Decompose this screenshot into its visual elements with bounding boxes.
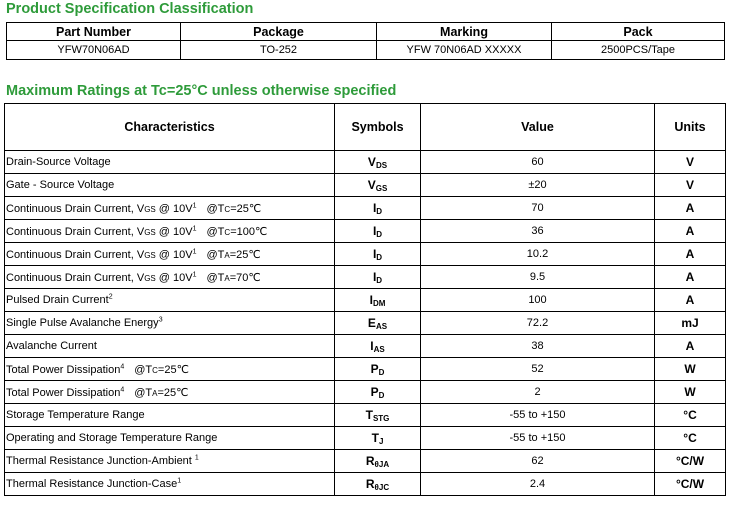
characteristic-part: @ 10V <box>155 202 193 215</box>
value-cell: 38 <box>421 335 655 358</box>
unit-cell: A <box>655 266 726 289</box>
characteristic-part: Storage Temperature Range <box>6 409 145 421</box>
symbol-main: R <box>365 477 375 491</box>
table-row <box>5 335 726 358</box>
header-part-number: Part Number <box>7 23 181 41</box>
table-row <box>5 220 726 243</box>
symbol-main: V <box>367 155 376 169</box>
condition <box>207 272 261 284</box>
symbol-main: E <box>367 316 376 330</box>
characteristic-part: C <box>224 227 231 237</box>
value-cell: ±20 <box>421 174 655 197</box>
characteristic-part: 3 <box>158 316 163 324</box>
symbol-subscript: θJC <box>374 483 390 492</box>
ratings-body <box>5 151 726 496</box>
characteristic-part: @T <box>206 202 225 215</box>
characteristic-cell <box>5 289 335 312</box>
condition <box>207 226 268 238</box>
table-row <box>5 289 726 312</box>
characteristic-part: A <box>224 273 230 283</box>
package-value: TO-252 <box>181 41 377 60</box>
symbol-cell <box>335 358 421 381</box>
table-row <box>5 358 726 381</box>
table-row <box>5 151 726 174</box>
value-cell: 60 <box>421 151 655 174</box>
condition <box>207 249 261 261</box>
characteristic-part: =100℃ <box>230 225 268 238</box>
unit-cell: A <box>655 243 726 266</box>
symbol-subscript: STG <box>372 414 390 423</box>
table-row <box>5 312 726 335</box>
symbol-cell <box>335 151 421 174</box>
characteristic-part: Continuous Drain Current, V <box>6 202 145 215</box>
characteristic-part: 2 <box>108 293 113 301</box>
unit-cell: W <box>655 381 726 404</box>
table-row <box>5 266 726 289</box>
characteristic-part: Continuous Drain Current, V <box>6 248 145 261</box>
characteristic-cell <box>5 312 335 335</box>
characteristic-part: 1 <box>177 477 182 485</box>
characteristic-part: 4 <box>120 385 125 393</box>
symbol-subscript: DM <box>372 299 386 308</box>
characteristic-cell <box>5 381 335 404</box>
characteristic-part: Continuous Drain Current, V <box>6 225 145 238</box>
symbol-main: V <box>367 178 376 192</box>
symbol-subscript: D <box>376 253 383 262</box>
symbol-cell <box>335 450 421 473</box>
characteristic-part: GS <box>144 204 156 214</box>
characteristic-cell <box>5 197 335 220</box>
characteristic-part: =25℃ <box>230 202 262 215</box>
characteristic-cell <box>5 404 335 427</box>
symbol-subscript: AS <box>375 322 388 331</box>
unit-cell: A <box>655 335 726 358</box>
header-pack: Pack <box>552 23 725 41</box>
value-cell: -55 to +150 <box>421 404 655 427</box>
unit-cell: °C <box>655 427 726 450</box>
characteristic-part: GS <box>144 273 156 283</box>
symbol-main: R <box>365 454 375 468</box>
table-row <box>5 174 726 197</box>
marking-value: YFW 70N06AD XXXXX <box>377 41 552 60</box>
symbol-cell <box>335 427 421 450</box>
characteristic-part: C <box>224 204 231 214</box>
value-cell: 62 <box>421 450 655 473</box>
symbol-subscript: J <box>378 437 384 446</box>
symbol-subscript: DS <box>375 161 388 170</box>
characteristic-cell <box>5 450 335 473</box>
symbol-cell <box>335 197 421 220</box>
characteristic-cell <box>5 174 335 197</box>
characteristic-part: =70℃ <box>229 271 261 284</box>
unit-cell: °C/W <box>655 473 726 496</box>
characteristic-cell <box>5 427 335 450</box>
condition <box>134 387 188 399</box>
unit-cell: °C <box>655 404 726 427</box>
unit-cell: W <box>655 358 726 381</box>
value-cell: 100 <box>421 289 655 312</box>
symbol-main: T <box>365 408 373 422</box>
value-cell: 2 <box>421 381 655 404</box>
symbol-cell <box>335 174 421 197</box>
characteristic-part: @T <box>134 363 153 376</box>
symbol-subscript: D <box>376 276 383 285</box>
characteristic-part: =25℃ <box>157 363 189 376</box>
spec-section-title: Product Specification Classification <box>6 1 254 17</box>
symbol-subscript: D <box>376 230 383 239</box>
symbol-subscript: θJA <box>374 460 390 469</box>
symbol-main: I <box>372 270 377 284</box>
header-package: Package <box>181 23 377 41</box>
unit-cell: °C/W <box>655 450 726 473</box>
characteristic-part: @T <box>206 271 225 284</box>
characteristic-part: C <box>152 365 158 375</box>
spec-data-row <box>7 41 725 60</box>
value-cell: 52 <box>421 358 655 381</box>
characteristic-part: Gate - Source Voltage <box>6 179 115 191</box>
symbol-main: P <box>370 385 379 399</box>
header-characteristics: Characteristics <box>5 104 335 151</box>
characteristic-part: @T <box>206 248 225 261</box>
characteristic-cell <box>5 151 335 174</box>
characteristic-part: 1 <box>192 247 197 255</box>
table-row <box>5 243 726 266</box>
symbol-main: I <box>370 339 374 353</box>
characteristic-part: @ 10V <box>155 248 193 261</box>
characteristic-cell <box>5 243 335 266</box>
characteristic-part: @ 10V <box>155 271 193 284</box>
characteristic-part: A <box>152 388 158 398</box>
symbol-cell <box>335 381 421 404</box>
symbol-subscript: D <box>378 368 385 377</box>
table-row <box>5 404 726 427</box>
characteristic-part: 1 <box>194 454 199 462</box>
value-cell: -55 to +150 <box>421 427 655 450</box>
value-cell: 2.4 <box>421 473 655 496</box>
symbol-cell <box>335 473 421 496</box>
value-cell: 36 <box>421 220 655 243</box>
symbol-cell <box>335 289 421 312</box>
symbol-main: I <box>372 224 377 238</box>
characteristic-part: @T <box>134 386 153 399</box>
header-symbols: Symbols <box>335 104 421 151</box>
characteristic-part: A <box>224 250 230 260</box>
condition <box>207 203 262 215</box>
symbol-subscript: D <box>376 207 383 216</box>
characteristic-cell <box>5 335 335 358</box>
unit-cell: A <box>655 197 726 220</box>
characteristic-part: Avalanche Current <box>6 340 97 352</box>
unit-cell: A <box>655 289 726 312</box>
table-row <box>5 450 726 473</box>
characteristic-part: Total Power Dissipation <box>6 386 121 399</box>
ratings-header-row <box>5 104 726 151</box>
symbol-main: I <box>372 201 377 215</box>
value-cell: 72.2 <box>421 312 655 335</box>
spec-table <box>6 22 725 60</box>
characteristic-part: 1 <box>192 270 197 278</box>
characteristic-cell <box>5 358 335 381</box>
characteristic-part: Continuous Drain Current, V <box>6 271 145 284</box>
symbol-cell <box>335 404 421 427</box>
table-row <box>5 473 726 496</box>
symbol-subscript: D <box>378 391 385 400</box>
symbol-main: I <box>369 293 373 307</box>
spec-header-row <box>7 23 725 41</box>
symbol-cell <box>335 335 421 358</box>
characteristic-cell <box>5 266 335 289</box>
value-cell: 70 <box>421 197 655 220</box>
symbol-main: T <box>371 431 379 445</box>
characteristic-part: Thermal Resistance Junction-Case <box>6 478 178 490</box>
characteristic-part: 4 <box>120 362 125 370</box>
characteristic-part: Total Power Dissipation <box>6 363 121 376</box>
header-value: Value <box>421 104 655 151</box>
symbol-subscript: AS <box>373 345 385 354</box>
characteristic-part: GS <box>144 227 156 237</box>
characteristic-part: 1 <box>192 201 197 209</box>
ratings-table <box>4 103 726 496</box>
unit-cell: V <box>655 151 726 174</box>
symbol-main: P <box>370 362 379 376</box>
symbol-cell <box>335 312 421 335</box>
value-cell: 10.2 <box>421 243 655 266</box>
unit-cell: V <box>655 174 726 197</box>
characteristic-part: Thermal Resistance Junction-Ambient <box>6 455 195 467</box>
symbol-cell <box>335 243 421 266</box>
header-units: Units <box>655 104 726 151</box>
characteristic-part: =25℃ <box>157 386 189 399</box>
characteristic-part: Operating and Storage Temperature Range <box>6 432 218 444</box>
unit-cell: A <box>655 220 726 243</box>
characteristic-part: @ 10V <box>155 225 193 238</box>
characteristic-part: Single Pulse Avalanche Energy <box>6 317 159 329</box>
characteristic-part: @T <box>206 225 225 238</box>
characteristic-part: GS <box>144 250 156 260</box>
unit-cell: mJ <box>655 312 726 335</box>
characteristic-cell <box>5 220 335 243</box>
ratings-section-title: Maximum Ratings at Tc=25°C unless otherwise specified <box>6 83 397 99</box>
characteristic-part: 1 <box>192 224 197 232</box>
characteristic-cell <box>5 473 335 496</box>
symbol-cell <box>335 220 421 243</box>
part-number-value: YFW70N06AD <box>7 41 181 60</box>
table-row <box>5 197 726 220</box>
symbol-cell <box>335 266 421 289</box>
value-cell: 9.5 <box>421 266 655 289</box>
characteristic-part: Drain-Source Voltage <box>6 156 111 168</box>
header-marking: Marking <box>377 23 552 41</box>
characteristic-part: =25℃ <box>229 248 261 261</box>
symbol-main: I <box>372 247 377 261</box>
table-row <box>5 381 726 404</box>
symbol-subscript: GS <box>375 184 388 193</box>
condition <box>134 364 189 376</box>
characteristic-part: Pulsed Drain Current <box>6 294 109 306</box>
table-row <box>5 427 726 450</box>
pack-value: 2500PCS/Tape <box>552 41 725 60</box>
